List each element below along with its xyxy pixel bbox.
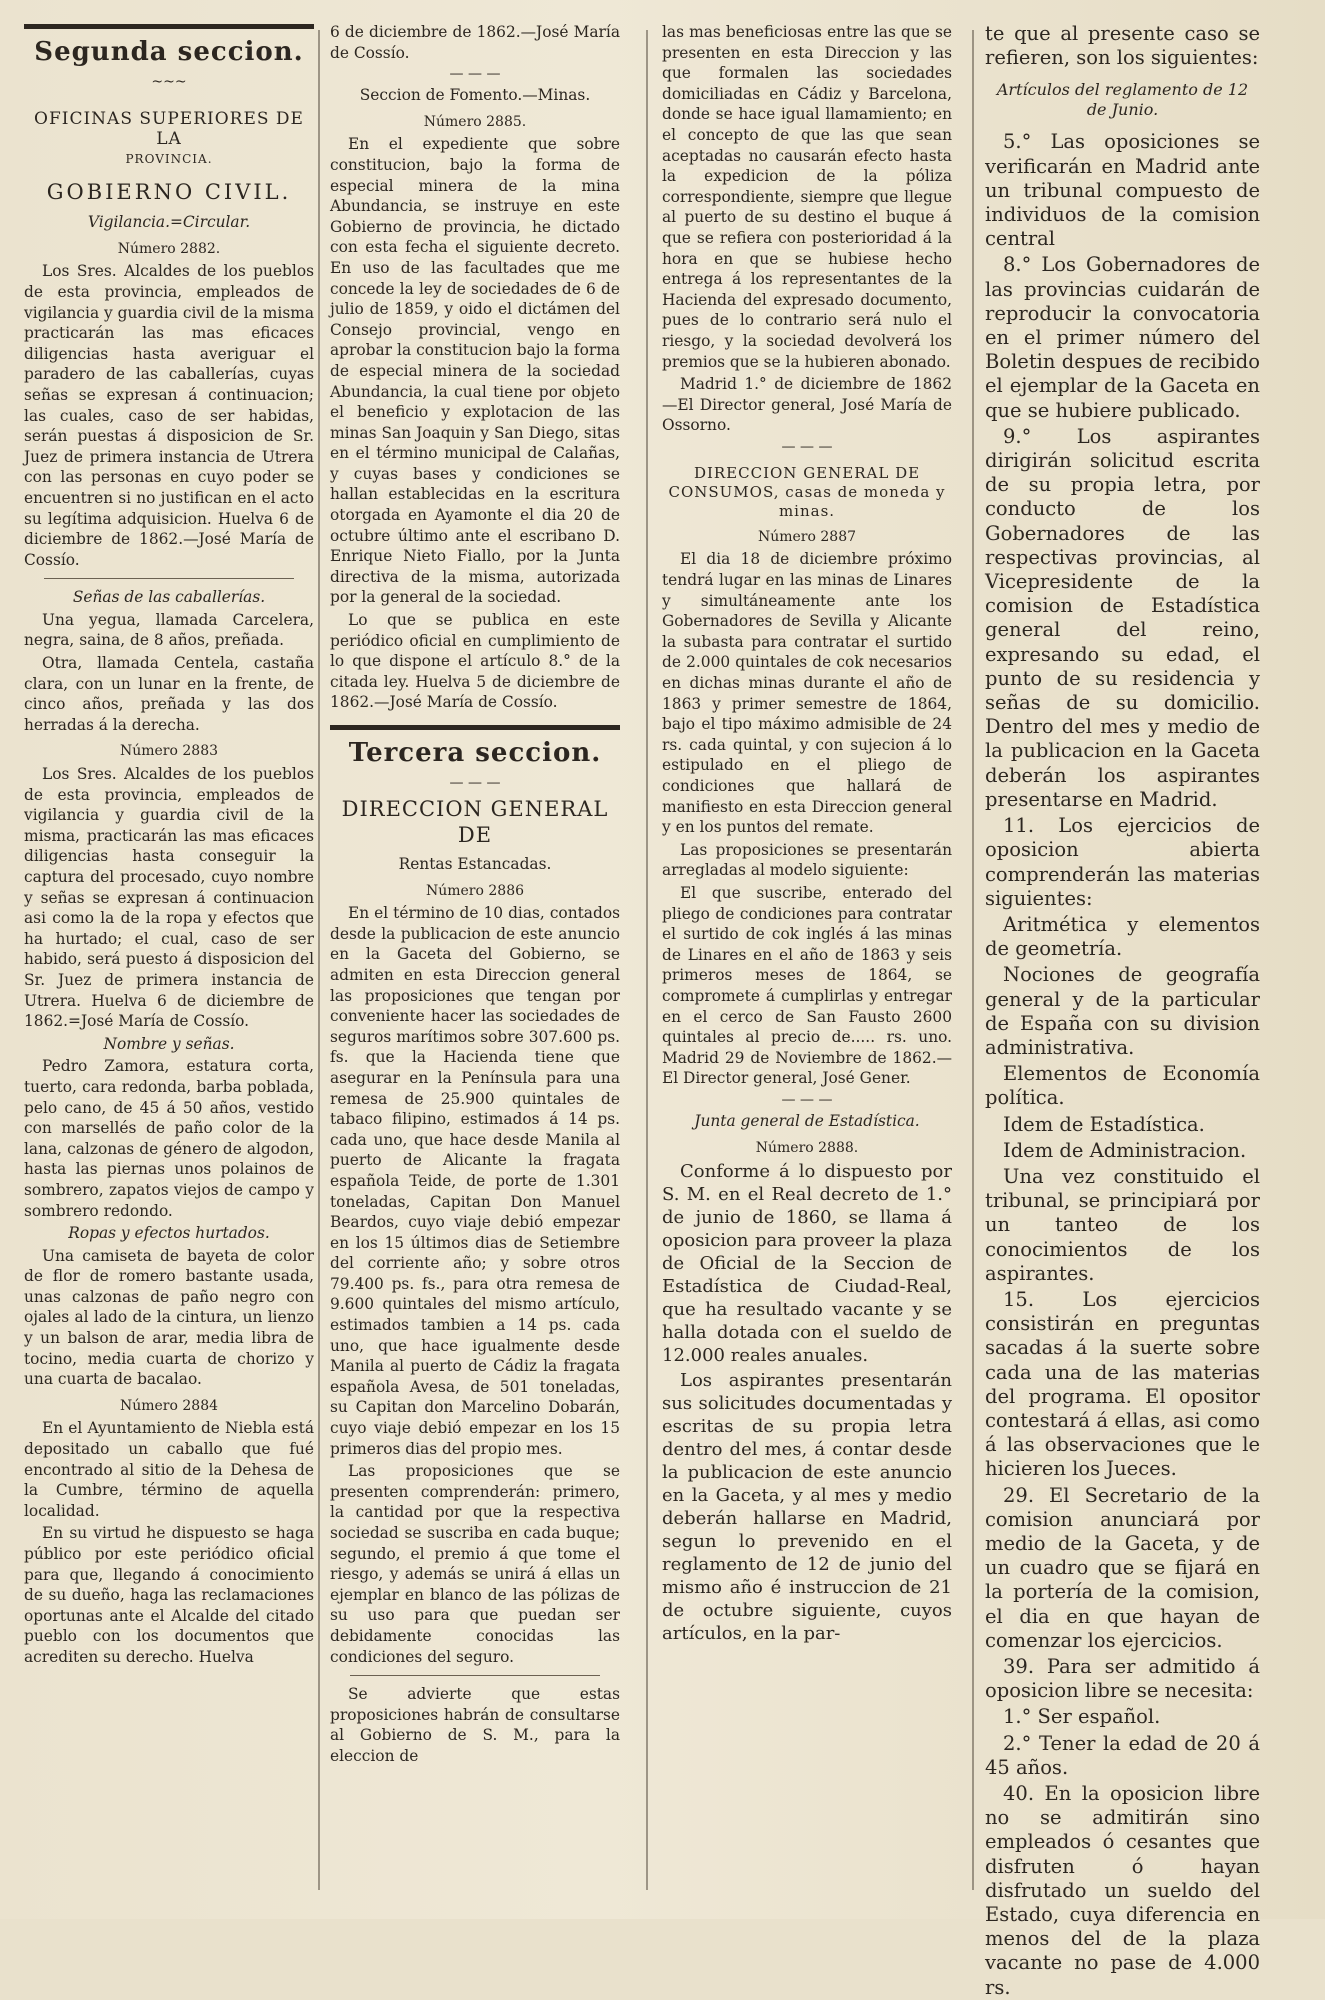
article-text: Aritmética y elementos de geometría. [985,912,1260,961]
column-rule [318,30,320,1890]
separator [44,578,294,579]
ornament-dash: — — — [449,66,501,83]
ornament-dash: — — — [449,775,501,791]
column-rule [646,30,648,1890]
notice-number: Número 2884 [119,1397,219,1414]
section-heading: Junta general de Estadística. [694,1111,920,1130]
column-2 [330,22,620,1902]
government-title: GOBIERNO CIVIL. [46,179,292,204]
notice-text: En su virtud he dispuesto se haga público por este periódico oficial para que, llegando á conocimiento de su dueño, haga las reclamaciones oportunas ante el Alcalde del citado pueblo con los documentos que acrediten su derecho. Huelva [24,1524,314,1666]
notice-text: Los Sres. Alcaldes de los pueblos de esta provincia, empleados de vigilancia y guardia civil de la misma practicarán las mas eficaces diligencias hasta averiguar el paradero de las caballerías, cuyas señas se expresan á continuacion; las cuales, caso de ser habidas, serán puestas á disposicion de Sr. Juez de primera instancia de Utrera con las personas en cuyo poder se encuentren si no justifican en el acto su legítima adquisicion. Huelva 6 de diciembre de 1862.—José María de Cossío. [24,262,314,569]
article-text: 5.° Las oposiciones se verificarán en Madrid ante un tribunal compuesto de individuos de la comision central [985,130,1260,251]
section-heading: Seccion de Fomento.—Minas. [359,86,591,105]
notice-signature: Madrid 1.° de diciembre de 1862 —El Director general, José María de Ossorno. [662,375,952,435]
circular-title: Vigilancia.=Circular. [87,213,251,232]
article-text: 2.° Tener la edad de 20 á 45 años. [985,1731,1260,1779]
notice-number: Número 2888. [755,1139,859,1156]
top-bar [24,24,314,29]
article-text: 8.° Los Gobernadores de las provincias cuidarán de reproducir la convocatoria en el primer número del Boletin despues de recibido el ejemplar de la Gaceta en que se hubiere publicado. [985,253,1260,422]
notice-text: Una yegua, llamada Carcelera, negra, saina, de 8 años, preñada. [24,610,314,650]
article-text: Elementos de Economía política. [985,1062,1260,1110]
office-subtitle: PROVINCIA. [125,152,213,166]
notice-text: Una camiseta de bayeta de color de flor de romero bastante usada, unas calzonas de paño negro con ojales al lado de la cintura, un lienzo y un balson de arar, media libra de tocino, media cuarta de chorizo y una cuarta de bacalao. [24,1246,314,1389]
notice-text: Las proposiciones se presentarán arregladas al modelo siguiente: [662,840,952,880]
section-title: Segunda seccion. [34,37,304,67]
article-text: Idem de Administracion. [1003,1138,1247,1162]
column-4 [985,22,1260,1999]
direction-title: DIRECCION GENERAL DE CONSUMOS, casas de moneda y minas. [668,463,946,520]
ornament-dash: — — — [781,1091,833,1108]
subheading: Ropas y efectos hurtados. [68,1224,270,1243]
subheading: Nombre y señas. [103,1034,235,1053]
ornament-dash: ~~~ [151,74,187,90]
notice-text: Las proposiciones que se presenten comprenderán: primero, la cantidad por que la respectiva sociedad se suscriba en cada buque; segundo, el premio á que tome el riesgo, y además se unirá á ellas un ejemplar en blanco de las pólizas de su uso para que puedan ser debidamente conocidas las condiciones del seguro. [330,1462,620,1666]
notice-text: El dia 18 de diciembre próximo tendrá lugar en las minas de Linares y simultáneamente ante los Gobernadores de Sevilla y Alicante la subasta para contratar el surtido de 2.000 quintales de cok necesarios en dichas minas durante el año de 1863 y primer semestre de 1864, bajo el tipo máximo admisible de 24 rs. cada quintal, y con sujecion á lo estipulado en el pliego de condiciones que hallará de manifiesto en esta Direccion general y en los puntos del remate. [662,550,952,837]
separator [350,1675,600,1676]
column-3 [662,22,952,1902]
notice-number: Número 2887 [757,528,857,545]
article-text: 1.° Ser español. [1003,1705,1161,1729]
notice-text: Se advierte que estas proposiciones habrán de consultarse al Gobierno de S. M., para la eleccion de [330,1685,620,1765]
notice-text: En el término de 10 dias, contados desde la publicacion de este anuncio en la Gaceta del Gobierno, se admiten en esta Direccion general las proposiciones que tengan por conveniente hacer las sociedades de seguros marítimos sobre 307.600 ps. fs. que la Hacienda tiene que asegurar en la Península para una remesa de 25.900 quintales de tabaco filipino, estimados á 14 ps. cada uno, que hace desde Manila al puerto de Alicante la fragata española Teide, de porte de 1.301 toneladas, Capitan Don Manuel Beardos, cuyo viaje debió empezar en los 15 últimos dias de Setiembre del corriente año; y sobre otros 79.400 ps. fs., para otra remesa de 9.600 quintales del mismo artículo, estimados tambien a 14 ps. cada uno, que hace igualmente desde Manila al puerto de Cádiz la fragata española Avesa, de 501 toneladas, su Capitan don Marcelino Dobarán, cuyo viaje debió empezar en los 15 primeros dias del propio mes. [330,904,620,1458]
article-text: 39. Para ser admitido á oposicion libre se necesita: [985,1655,1260,1703]
office-title: OFICINAS SUPERIORES DE LA [34,109,304,149]
notice-text: En el Ayuntamiento de Niebla está depositado un caballo que fué encontrado al sitio de la Dehesa de la Cumbre, término de aquella localidad. [24,1419,314,1520]
section-bar [330,725,620,730]
notice-text: te que al presente caso se refieren, son los siguientes: [985,22,1260,70]
notice-text: Los Sres. Alcaldes de los pueblos de esta provincia, empleados de vigilancia y guardia civil de la misma, practicarán las mas eficaces diligencias hasta conseguir la captura del procesado, cuyo nombre y señas se expresan á continuacion asi como la de la ropa y efectos que ha hurtado; el cual, caso de ser habido, será puesto á disposicion del Sr. Juez de primera instancia de Utrera. Huelva 6 de diciembre de 1862.=José María de Cossío. [24,765,314,1031]
notice-text: Otra, llamada Centela, castaña clara, con un lunar en la frente, de cinco años, preñada y las dos herradas á la derecha. [24,654,314,734]
direction-subtitle: Rentas Estancadas. [398,855,552,873]
notice-text: Conforme á lo dispuesto por S. M. en el Real decreto de 1.° de junio de 1860, se llama á oposicion para proveer la plaza de Oficial de la Seccion de Estadística de Ciudad-Real, que ha resultado vacante y se halla dotada con el sueldo de 12.000 reales anuales. [662,1161,952,1367]
notice-number: Número 2885. [423,113,527,130]
ornament-dash: — — — [781,438,833,455]
column-1 [24,22,314,1902]
notice-text: las mas beneficiosas entre las que se presenten en esta Direccion y las que formalen las sociedades domiciliadas en Cádiz y Barcelona, donde se hace igual llamamiento; en el concepto de que las que sean aceptadas no causarán efecto hasta la expedicion de la póliza correspondiente, siempre que llegue al puerto de su destino el buque á que se refiera con posterioridad á la hora en que se hubiese hecho entrega á los representantes de la Hacienda del expresado documento, pues de lo contrario será nulo el riesgo, y la sociedad devolverá los premios que se la hubieren abonado. [662,23,952,371]
article-text: 29. El Secretario de la comision anunciará por medio de la Gaceta, y de un cuadro que se fijará en la portería de la comision, el dia en que hayan de comenzar los ejercicios. [985,1483,1260,1652]
article-text: 11. Los ejercicios de oposicion abierta comprenderán las materias siguientes: [985,814,1260,910]
section-title: Tercera seccion. [348,738,602,768]
notice-text: El que suscribe, enterado del pliego de condiciones para contratar el surtido de cok inglés á las minas de Linares en el año de 1863 y seis primeros meses de 1864, se compromete á cumplirlas y entregar en el cerco de San Fausto 2600 quintales al precio de..... rs. uno. Madrid 29 de Noviembre de 1862.—El Director general, José Gener. [662,883,952,1088]
article-text: 15. Los ejercicios consistirán en preguntas sacadas á la suerte sobre cada una de las materias del programa. El opositor contestará á ellas, asi como á las observaciones que le hicieren los Jueces. [985,1287,1260,1481]
article-text: Nociones de geografía general y de la particular de España con su division administrativa. [985,963,1260,1059]
article-text: Una vez constituido el tribunal, se principiará por un tanteo de los conocimientos de los aspirantes. [985,1164,1260,1285]
notice-number: Número 2886 [425,882,525,899]
notice-text: Lo que se publica en este periódico oficial en cumplimiento de lo que dispone el artículo 8.° de la citada ley. Huelva 5 de diciembre de 1862.—José María de Cossío. [330,611,620,712]
column-rule [972,30,974,1890]
notice-number: Número 2882. [117,240,221,257]
article-text: 40. En la oposicion libre no se admitirán sino empleados ó cesantes que disfruten ó hayan disfrutado un sueldo del Estado, cuya diferencia en menos del de la plaza vacante no pase de 4.000 rs. [985,1782,1260,1999]
subheading: Señas de las caballerías. [72,588,266,607]
articles-heading: Artículos del reglamento de 12 de Junio. [996,80,1249,120]
notice-text: 6 de diciembre de 1862.—José María de Cossío. [330,23,620,62]
article-text: 9.° Los aspirantes dirigirán solicitud escrita de su propia letra, por conducto de los Gobernadores de las respectivas provincias, al Vicepresidente de la comision de Estadística general del reino, expresando su edad, el punto de su residencia y señas de su domicilio. Dentro del mes y medio de la publicacion en la Gaceta deberán los aspirantes presentarse en Madrid. [985,424,1260,811]
direction-title: DIRECCION GENERAL DE [341,797,609,847]
notice-text: Los aspirantes presentarán sus solicitudes documentadas y escritas de su propia letra dentro del mes, á contar desde la publicacion de este anuncio en la Gaceta, y al mes y medio deberán hallarse en Madrid, segun lo prevenido en el reglamento de 12 de junio del mismo año é instruccion de 21 de octubre siguiente, cuyos artículos, en la par- [662,1370,952,1645]
article-text: Idem de Estadística. [1003,1112,1205,1136]
notice-text: En el expediente que sobre constitucion, bajo la forma de especial minera de la mina Abundancia, se instruye en este Gobierno de provincia, he dictado con esta fecha el siguiente decreto. En uso de las facultades que me concede la ley de sociedades de 6 de julio de 1859, y oido el dictámen del Consejo provincial, vengo en aprobar la constitucion bajo la forma de especial minera de la sociedad Abundancia, la cual tiene por objeto el beneficio y explotacion de las minas San Joaquin y San Diego, sitas en el término municipal de Calañas, y cuyas bases y condiciones se hallan establecidas en la escritura otorgada en Ayamonte el dia 20 de octubre último ante el escribano D. Enrique Nieto Fiallo, por la Junta directiva de la misma, autorizada por la general de la sociedad. [330,135,620,607]
notice-text: Pedro Zamora, estatura corta, tuerto, cara redonda, barba poblada, pelo cano, de 45 á 50 años, vestido con marsellés de paño color de la lana, calzonas de género de algodon, hasta las piernas unos polainos de sombrero, zapatos viejos de campo y sombrero redondo. [24,1057,314,1220]
notice-number: Número 2883 [119,743,219,760]
